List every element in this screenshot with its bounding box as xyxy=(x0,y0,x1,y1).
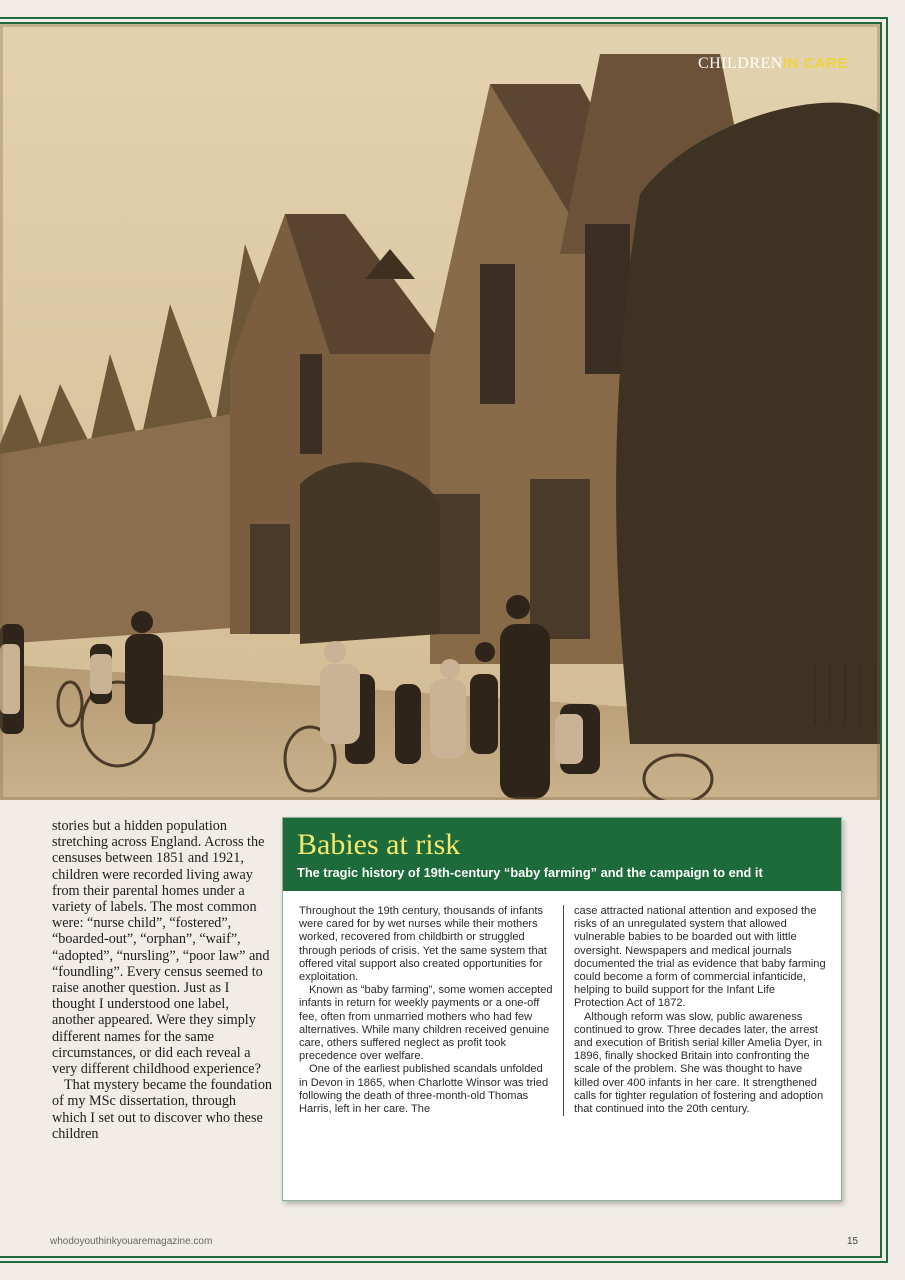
photo-illustration xyxy=(0,24,880,800)
left-column-body xyxy=(52,818,274,1142)
sidebar-subtitle: The tragic history of 19th-century “baby farming” and the campaign to end it xyxy=(297,865,763,880)
section-tag xyxy=(698,55,848,73)
sidebar-columns xyxy=(283,891,841,1116)
page-number: 15 xyxy=(847,1236,859,1247)
sidebar-paragraph: Throughout the 19th century, thousands of infants were cared for by wet nurses while their mothers worked, recovered from childbirth or struggled through periods of crisis. Yet the same system that offered vital support also created opportunities for exploitation. xyxy=(299,905,547,984)
footer-website-url: whodoyouthinkyouaremagazine.com xyxy=(50,1236,213,1247)
sidebar-column-1 xyxy=(299,905,563,1116)
sidebar-header xyxy=(283,818,841,891)
sidebar-paragraph: Although reform was slow, public awareness continued to grow. Three decades later, the arrest and execution of British serial killer Amelia Dyer, in 1896, finally shocked Britain into confronting the scale of the problem. She was thought to have killed over 400 infants in her care. It strengthened calls for tighter regulation of fostering and adoption that continued into the 20th century. xyxy=(574,1010,824,1116)
section-tag-part1: CHILDREN xyxy=(697,55,783,72)
sidebar-box-babies-at-risk xyxy=(282,817,842,1201)
sidebar-title: Babies at risk xyxy=(297,828,461,861)
sidebar-column-2 xyxy=(563,905,827,1116)
sidebar-paragraph: case attracted national attention and exposed the risks of an unregulated system that allowed vulnerable babies to be boarded out with little oversight. Newspapers and medical journals documented the trial as evidence that baby farming could become a form of commercial infanticide, helping to build support for the Infant Life Protection Act of 1872. xyxy=(574,905,826,1010)
sidebar-paragraph: One of the earliest published scandals unfolded in Devon in 1865, when Charlotte Winsor was tried following the death of three-month-old Thomas Harris, left in her care. The xyxy=(299,1063,549,1116)
left-paragraph: That mystery became the foundation of my MSc dissertation, through which I set out to discover who these children xyxy=(52,1077,273,1142)
left-paragraph: stories but a hidden population stretching across England. Across the censuses between 1851 and 1921, children were recorded living away from their parental homes under a variety of labels. The most common were: “nurse child”, “fostered”, “boarded-out”, “orphan”, “waif”, “adopted”, “nursling”, “poor law” and “foundling”. Every census seemed to raise another question. Just as I thought I understood one label, another appeared. Were they simply different names for the same circumstances, or did each reveal a very different childhood experience? xyxy=(52,818,270,1078)
historic-photo-cottage-homes xyxy=(0,24,880,800)
section-tag-part2: IN CARE xyxy=(782,55,848,72)
sidebar-paragraph: Known as “baby farming”, some women accepted infants in return for weekly payments or a one-off fee, often from unmarried mothers who had few alternatives. While many children received genuine care, others suffered neglect as profit took precedence over welfare. xyxy=(299,984,553,1063)
